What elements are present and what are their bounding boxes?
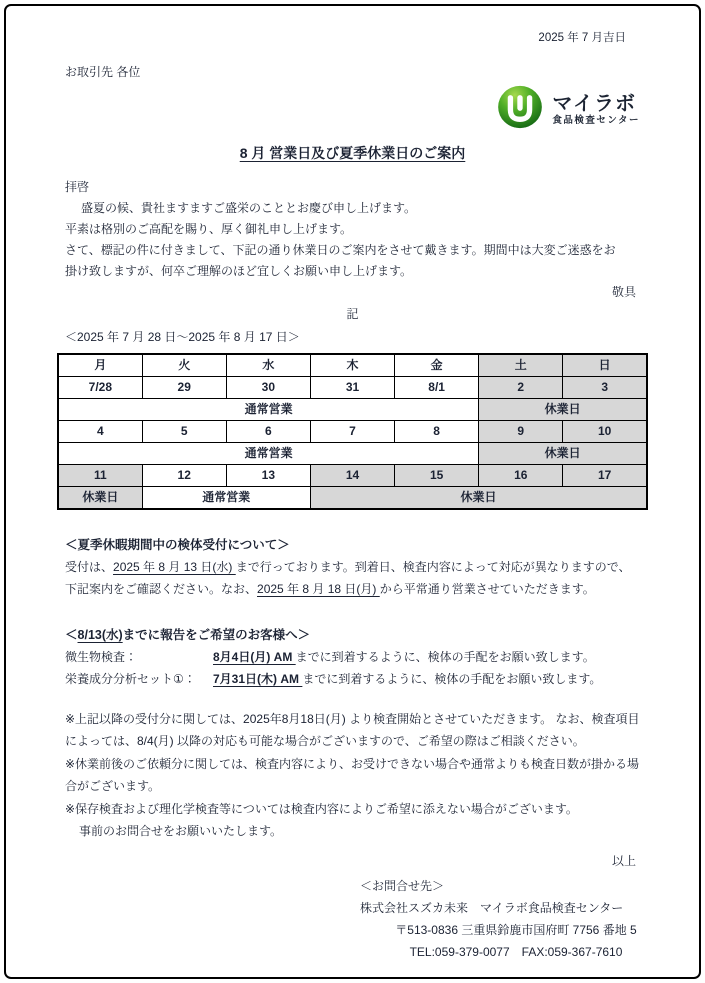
contact-address: 〒513-0836 三重県鈴鹿市国府町 7756 番地 5 <box>395 923 637 938</box>
section2-heading: ＜8/13(水)までに報告をご希望のお客様へ＞ <box>65 628 311 642</box>
date-cell: 4 <box>58 421 142 443</box>
status-open-cell: 通常営業 <box>58 443 479 465</box>
status-closed-cell: 休業日 <box>310 487 647 510</box>
section1-heading: ＜夏季休暇期間中の検体受付について＞ <box>65 538 290 552</box>
date-cell: 13 <box>226 465 310 487</box>
week3-status-row <box>58 487 647 510</box>
date-cell: 7 <box>310 421 394 443</box>
week1-status-row <box>58 399 647 421</box>
date-cell: 30 <box>226 377 310 399</box>
nutrition-test-label: 栄養成分分析セット①： <box>65 672 196 686</box>
calendar-header-row <box>58 354 647 377</box>
day-header-thu: 木 <box>310 354 394 377</box>
date-cell: 6 <box>226 421 310 443</box>
reopen-date-underlined: 2025 年 8 月 18 日(月) <box>257 582 380 596</box>
deadline-date-underlined: 2025 年 8 月 13 日(水) <box>113 560 236 574</box>
recipient-line: お取引先 各位 <box>65 65 141 79</box>
status-open-cell: 通常営業 <box>142 487 310 510</box>
document-end-mark: 以上 <box>611 854 636 869</box>
microbe-test-deadline: 8月4日(月) AM <box>213 650 296 664</box>
issue-date: 2025 年 7 月吉日 <box>538 32 626 44</box>
date-cell: 31 <box>310 377 394 399</box>
day-header-sun: 日 <box>563 354 647 377</box>
day-header-sat: 土 <box>479 354 563 377</box>
report-deadline-underlined: 8/13(水) <box>77 628 123 642</box>
note-1-line-2: によっては、8/4(月) 以降の対応も可能な場合がございますので、ご希望の際はご相談ください。 <box>65 734 585 749</box>
date-cell: 10 <box>563 421 647 443</box>
section1-line-1: 受付は、2025 年 8 月 13 日(水) まで行っております。到着日、検査内容によって対応が異なりますので、 <box>65 560 631 574</box>
week3-dates-row <box>58 465 647 487</box>
date-cell: 3 <box>563 377 647 399</box>
day-header-tue: 火 <box>142 354 226 377</box>
day-header-wed: 水 <box>226 354 310 377</box>
date-cell: 14 <box>310 465 394 487</box>
mylab-logo-icon <box>497 85 543 136</box>
date-cell: 7/28 <box>58 377 142 399</box>
nutrition-test-row: 栄養成分分析セット①： 7月31日(木) AM までに到着するように、検体の手配をお願い致します。 <box>65 668 640 690</box>
date-cell: 12 <box>142 465 226 487</box>
day-header-fri: 金 <box>395 354 479 377</box>
letter-closing: 敬具 <box>611 285 636 299</box>
nutrition-test-deadline: 7月31日(木) AM <box>213 672 303 686</box>
date-cell: 8/1 <box>395 377 479 399</box>
business-day-calendar <box>57 353 648 510</box>
date-cell: 2 <box>479 377 563 399</box>
note-2-line-2: 合がございます。 <box>65 779 161 794</box>
status-closed-cell: 休業日 <box>479 399 647 421</box>
record-mark: 記 <box>346 307 359 321</box>
greeting-line-2: 平素は格別のご高配を賜り、厚く御礼申し上げます。 <box>65 222 353 236</box>
date-cell: 15 <box>395 465 479 487</box>
week2-status-row <box>58 443 647 465</box>
day-header-mon: 月 <box>58 354 142 377</box>
status-closed-cell: 休業日 <box>58 487 142 510</box>
contact-heading: ＜お問合せ先＞ <box>360 879 445 894</box>
date-cell: 9 <box>479 421 563 443</box>
section1-line-2: 下記案内をご確認ください。なお、2025 年 8 月 18 日(月) から平常通り営業させていただきます。 <box>65 582 595 596</box>
microbe-test-row: 微生物検査： 8月4日(月) AM までに到着するように、検体の手配をお願い致します。 <box>65 646 640 668</box>
status-open-cell: 通常営業 <box>58 399 479 421</box>
logo-subtitle: 食品検査センター <box>552 115 640 126</box>
logo-brand-name: マイラボ <box>552 93 636 115</box>
logo-wordmark <box>552 93 640 127</box>
greeting-line-1: 盛夏の候、貴社ますますご盛栄のこととお慶び申し上げます。 <box>81 201 417 215</box>
date-cell: 29 <box>142 377 226 399</box>
note-3: ※保存検査および理化学検査等については検査内容によりご希望に添えない場合がございます。 <box>65 801 578 816</box>
greeting-line-3: さて、標記の件に付きまして、下記の通り休業日のご案内をさせて戴きます。期間中は大変ご迷惑をお <box>65 243 616 257</box>
status-closed-cell: 休業日 <box>479 443 647 465</box>
contact-tel-fax: TEL:059-379-0077 FAX:059-367-7610 <box>409 945 623 960</box>
date-cell: 5 <box>142 421 226 443</box>
company-logo <box>65 86 640 134</box>
week2-dates-row <box>58 421 647 443</box>
week1-dates-row <box>58 377 647 399</box>
document-title: 8 月 営業日及び夏季休業日のご案内 <box>239 145 466 161</box>
note-2-line-1: ※休業前後のご依頼分に関しては、検査内容により、お受けできない場合や通常よりも検査日数が掛かる場 <box>65 756 640 771</box>
date-cell: 8 <box>395 421 479 443</box>
contact-block <box>360 875 672 963</box>
contact-company: 株式会社スズカ未来 マイラボ食品検査センター <box>360 901 624 916</box>
note-1-line-1: ※上記以降の受付分に関しては、2025年8月18日(月) より検査開始とさせていただきます。 なお、検査項目 <box>65 712 640 726</box>
greeting-line-4: 掛け致しますが、何卒ご理解のほど宜しくお願い申し上げます。 <box>65 264 413 278</box>
note-4: 事前のお問合せをお願いいたします。 <box>79 824 283 839</box>
date-cell: 11 <box>58 465 142 487</box>
microbe-test-label: 微生物検査： <box>65 650 138 664</box>
notes-block <box>65 708 640 842</box>
date-cell: 16 <box>479 465 563 487</box>
date-cell: 17 <box>563 465 647 487</box>
calendar-period: ＜2025 年 7 月 28 日～2025 年 8 月 17 日＞ <box>65 330 300 344</box>
salutation: 拝啓 <box>65 180 90 194</box>
